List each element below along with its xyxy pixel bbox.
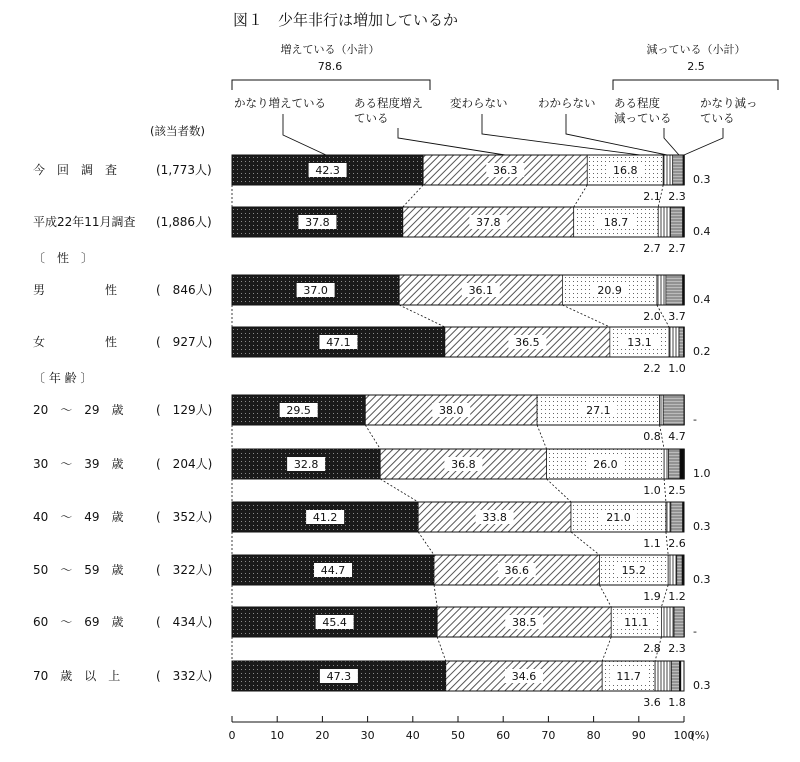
x-tick-label: 100 bbox=[673, 729, 695, 742]
connector-line bbox=[380, 479, 418, 502]
connector-line bbox=[537, 425, 546, 449]
row-label: 女 性 bbox=[33, 335, 118, 349]
increase-group-label: 増えている（小計） bbox=[280, 43, 380, 56]
data-label: 32.8 bbox=[293, 458, 319, 471]
data-label: 37.8 bbox=[476, 216, 501, 229]
bar-row bbox=[33, 661, 711, 709]
row-label: 50 ～ 59 歳 bbox=[33, 563, 124, 577]
bar-row bbox=[33, 395, 697, 443]
connector-line bbox=[602, 637, 611, 661]
data-label: 0.4 bbox=[693, 225, 711, 238]
bar-segment bbox=[669, 449, 680, 479]
data-label: 0.3 bbox=[693, 520, 711, 533]
data-label: 15.2 bbox=[621, 564, 647, 577]
bar-segment bbox=[668, 555, 677, 585]
data-label: 2.6 bbox=[668, 537, 686, 550]
bar-segment bbox=[671, 661, 679, 691]
data-label: 47.1 bbox=[326, 336, 351, 349]
data-label: 2.3 bbox=[668, 642, 686, 655]
row-respondents: ( 332人) bbox=[156, 669, 213, 683]
data-label: 41.2 bbox=[312, 511, 338, 524]
row-label: 20 ～ 29 歳 bbox=[33, 403, 124, 417]
bar-segment bbox=[663, 155, 672, 185]
legend-label-6b: ている bbox=[700, 111, 735, 125]
bar-segment bbox=[682, 555, 683, 585]
row-respondents: ( 927人) bbox=[156, 335, 213, 349]
data-label: 1.8 bbox=[668, 696, 686, 709]
row-respondents: ( 434人) bbox=[156, 615, 213, 629]
bar-segment bbox=[655, 661, 671, 691]
data-label: 45.4 bbox=[322, 616, 347, 629]
row-label: 40 ～ 49 歳 bbox=[33, 510, 124, 524]
legend-label-5a: ある程度 bbox=[614, 96, 660, 110]
data-label: - bbox=[693, 625, 697, 638]
connector-line bbox=[571, 532, 599, 555]
connector-line bbox=[399, 305, 445, 327]
data-label: 26.0 bbox=[593, 458, 618, 471]
bar-segment bbox=[679, 327, 684, 357]
x-tick-label: 70 bbox=[541, 729, 556, 742]
data-label: 1.0 bbox=[668, 362, 686, 375]
bar-row bbox=[33, 327, 711, 375]
connector-line bbox=[661, 585, 668, 607]
data-label: 13.1 bbox=[627, 336, 652, 349]
x-tick-label: 10 bbox=[270, 729, 285, 742]
data-label: 2.3 bbox=[668, 190, 686, 203]
connector-line bbox=[599, 585, 611, 607]
data-label: 36.3 bbox=[492, 164, 518, 177]
bar-segment bbox=[673, 155, 683, 185]
x-tick-label: 80 bbox=[586, 729, 601, 742]
bar-row bbox=[33, 449, 711, 497]
row-label: 男 性 bbox=[33, 283, 118, 297]
respondents-header: (該当者数) bbox=[150, 124, 205, 138]
x-tick-label: 40 bbox=[405, 729, 420, 742]
data-label: 38.5 bbox=[511, 616, 537, 629]
bar-segment bbox=[666, 502, 671, 532]
bar-segment bbox=[657, 275, 666, 305]
data-label: 0.3 bbox=[693, 573, 711, 586]
connector-line bbox=[403, 185, 423, 207]
increase-group-bracket bbox=[232, 80, 430, 90]
data-label: 34.6 bbox=[511, 670, 537, 683]
row-label: 30 ～ 39 歳 bbox=[33, 457, 124, 471]
data-label: 3.7 bbox=[668, 310, 686, 323]
data-label: 0.4 bbox=[693, 293, 711, 306]
row-respondents: ( 204人) bbox=[156, 457, 213, 471]
connector-line bbox=[418, 532, 434, 555]
data-label: 1.9 bbox=[643, 590, 661, 603]
legend-label-4a: わからない bbox=[538, 96, 596, 110]
connector-line bbox=[365, 425, 380, 449]
row-label: 平成22年11月調査 bbox=[33, 215, 136, 229]
bar-segment bbox=[677, 555, 682, 585]
legend-label-2a: ある程度増え bbox=[354, 96, 423, 110]
bar-segment bbox=[669, 327, 679, 357]
x-axis-unit: (%) bbox=[690, 729, 710, 742]
data-label: 20.9 bbox=[597, 284, 622, 297]
data-label: 36.6 bbox=[504, 564, 530, 577]
connector-line bbox=[562, 305, 609, 327]
row-respondents: ( 846人) bbox=[156, 283, 213, 297]
legend-label-5b: 減っている bbox=[614, 111, 672, 125]
row-respondents: (1,886人) bbox=[156, 215, 212, 229]
bar-row bbox=[33, 502, 711, 550]
connector-line bbox=[547, 479, 571, 502]
section-header: 〔 性 〕 bbox=[33, 251, 94, 265]
data-label: 2.0 bbox=[643, 310, 661, 323]
bar-segment bbox=[666, 275, 683, 305]
data-label: 11.1 bbox=[624, 616, 649, 629]
data-label: 3.6 bbox=[643, 696, 661, 709]
connector-line bbox=[437, 637, 446, 661]
x-tick-label: 30 bbox=[360, 729, 375, 742]
data-label: 36.8 bbox=[451, 458, 476, 471]
row-label: 70 歳 以 上 bbox=[33, 669, 121, 683]
data-label: 36.5 bbox=[515, 336, 540, 349]
data-label: 18.7 bbox=[603, 216, 629, 229]
section-header: 〔 年 齢 〕 bbox=[33, 371, 93, 385]
legend-label-6a: かなり減っ bbox=[700, 96, 758, 110]
x-tick-label: 60 bbox=[496, 729, 511, 742]
row-respondents: ( 322人) bbox=[156, 563, 213, 577]
data-label: - bbox=[693, 413, 697, 426]
data-label: 21.0 bbox=[606, 511, 631, 524]
bar-segment bbox=[674, 607, 684, 637]
connector-line bbox=[434, 585, 437, 607]
data-label: 0.8 bbox=[643, 430, 661, 443]
data-label: 2.8 bbox=[643, 642, 661, 655]
data-label: 2.5 bbox=[668, 484, 686, 497]
connector-line bbox=[664, 479, 666, 502]
x-tick-label: 90 bbox=[631, 729, 646, 742]
data-label: 16.8 bbox=[612, 164, 638, 177]
data-label: 1.0 bbox=[693, 467, 711, 480]
bar-segment bbox=[658, 207, 670, 237]
bar-segment bbox=[670, 207, 682, 237]
data-label: 27.1 bbox=[586, 404, 611, 417]
data-label: 2.7 bbox=[668, 242, 686, 255]
data-label: 36.1 bbox=[468, 284, 494, 297]
data-label: 4.7 bbox=[668, 430, 686, 443]
data-label: 2.7 bbox=[643, 242, 661, 255]
legend-label-3a: 変わらない bbox=[450, 96, 508, 110]
bar-segment bbox=[663, 395, 684, 425]
row-respondents: ( 352人) bbox=[156, 510, 213, 524]
decrease-group-value: 2.5 bbox=[687, 60, 705, 73]
data-label: 0.2 bbox=[693, 345, 711, 358]
bar-row bbox=[33, 155, 711, 203]
data-label: 0.3 bbox=[693, 173, 711, 186]
data-label: 44.7 bbox=[320, 564, 346, 577]
bar-segment bbox=[661, 607, 674, 637]
bar-segment bbox=[679, 661, 680, 691]
decrease-group-bracket bbox=[613, 80, 778, 90]
data-label: 0.3 bbox=[693, 679, 711, 692]
data-label: 42.3 bbox=[315, 164, 340, 177]
row-label: 60 ～ 69 歳 bbox=[33, 615, 124, 629]
bar-row bbox=[33, 275, 711, 323]
increase-group-value: 78.6 bbox=[317, 60, 343, 73]
bar-row bbox=[33, 207, 711, 255]
data-label: 1.1 bbox=[643, 537, 661, 550]
legend-label-1a: かなり増えている bbox=[234, 96, 326, 110]
decrease-group-label: 減っている（小計） bbox=[646, 43, 746, 56]
bar-row bbox=[33, 555, 711, 603]
connector-line bbox=[574, 185, 588, 207]
data-label: 37.0 bbox=[303, 284, 328, 297]
row-respondents: ( 129人) bbox=[156, 403, 213, 417]
x-tick-label: 20 bbox=[315, 729, 330, 742]
data-label: 11.7 bbox=[616, 670, 641, 683]
bar-row bbox=[33, 607, 697, 655]
data-label: 2.2 bbox=[643, 362, 661, 375]
data-label: 37.8 bbox=[305, 216, 330, 229]
bar-segment bbox=[671, 502, 683, 532]
x-tick-label: 50 bbox=[451, 729, 465, 742]
data-label: 29.5 bbox=[286, 404, 311, 417]
data-label: 47.3 bbox=[326, 670, 352, 683]
data-label: 1.2 bbox=[668, 590, 686, 603]
x-tick-label: 0 bbox=[228, 729, 236, 742]
bar-segment bbox=[660, 395, 664, 425]
chart-title: 図１ 少年非行は増加しているか bbox=[233, 11, 459, 29]
row-respondents: (1,773人) bbox=[156, 163, 212, 177]
x-axis bbox=[229, 716, 710, 742]
data-label: 33.8 bbox=[482, 511, 507, 524]
data-label: 38.0 bbox=[438, 404, 464, 417]
legend-label-2b: ている bbox=[354, 111, 389, 125]
bar-segment bbox=[664, 449, 669, 479]
data-label: 2.1 bbox=[643, 190, 661, 203]
data-label: 1.0 bbox=[643, 484, 661, 497]
row-label: 今 回 調 査 bbox=[33, 163, 118, 177]
